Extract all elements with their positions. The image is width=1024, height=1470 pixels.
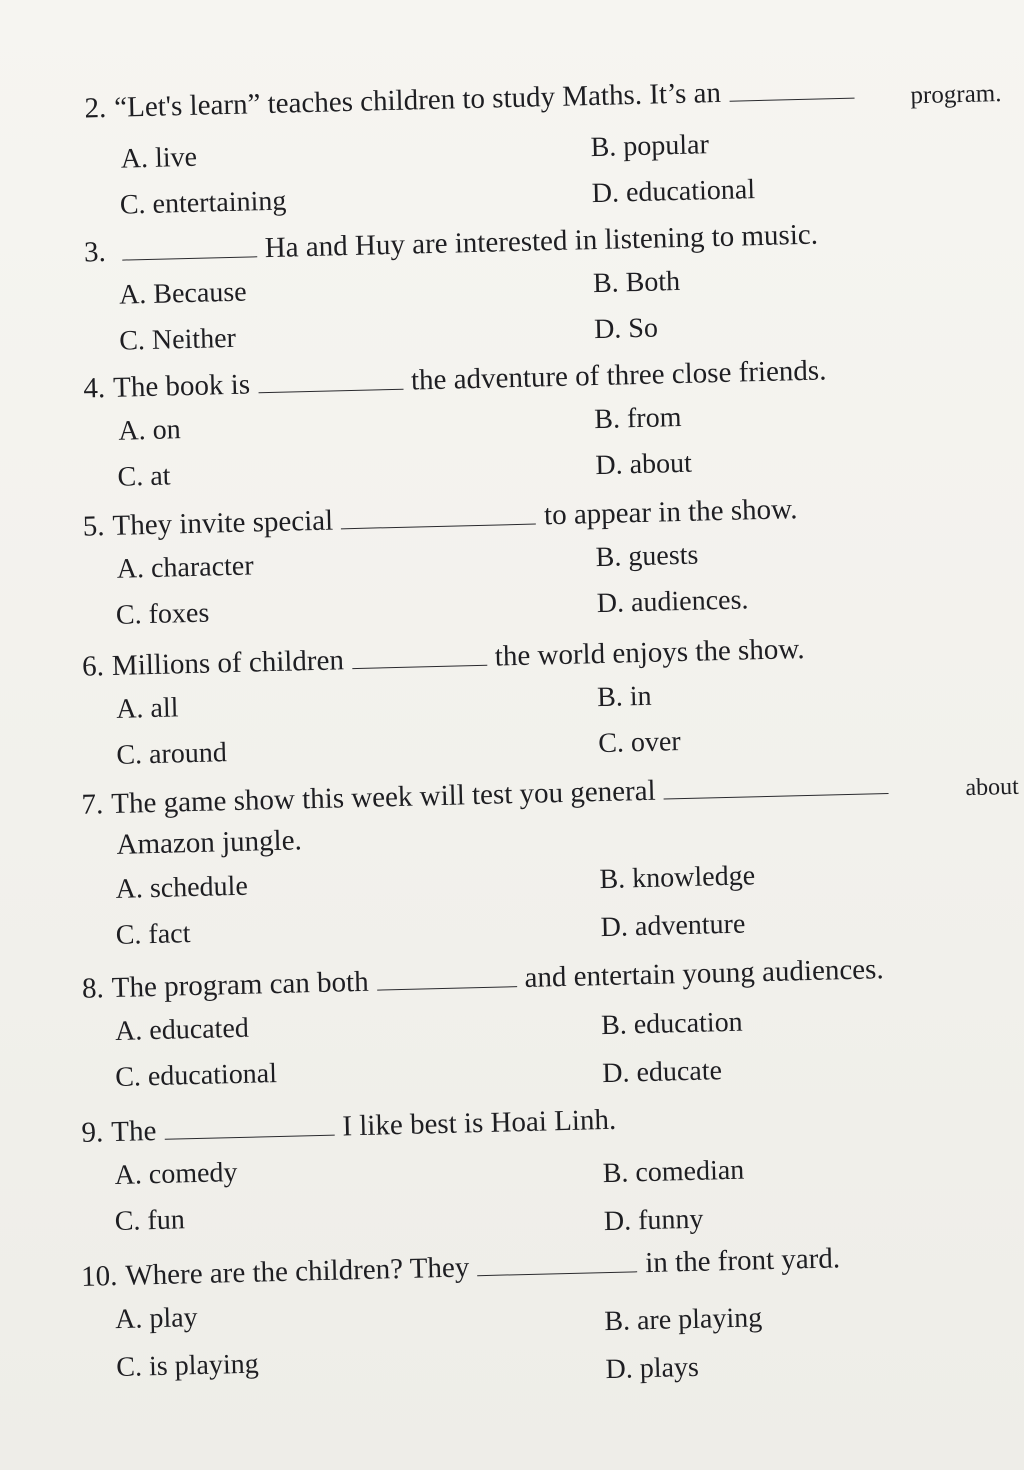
question-3-blank bbox=[121, 230, 257, 260]
question-10-text-before: Where are the children? They bbox=[124, 1251, 470, 1292]
question-2-option-d[interactable]: D. educational bbox=[591, 174, 756, 210]
question-9-option-c[interactable]: C. fun bbox=[114, 1204, 186, 1238]
question-7-option-a[interactable]: A. schedule bbox=[115, 870, 249, 905]
question-2-option-b[interactable]: B. popular bbox=[590, 129, 710, 164]
question-5-option-d[interactable]: D. audiences. bbox=[596, 584, 749, 620]
question-7-option-b[interactable]: B. knowledge bbox=[599, 860, 756, 896]
question-9-text-before: The bbox=[110, 1115, 157, 1149]
question-8-option-c[interactable]: C. educational bbox=[114, 1058, 278, 1093]
question-10-option-b[interactable]: B. are playing bbox=[603, 1302, 763, 1338]
question-4-blank bbox=[258, 363, 404, 394]
question-5-option-c[interactable]: C. foxes bbox=[115, 597, 210, 631]
question-6-blank bbox=[351, 639, 487, 669]
question-5-text-before: They invite special bbox=[112, 504, 334, 542]
question-4-option-b[interactable]: B. from bbox=[593, 401, 682, 436]
question-9-option-b[interactable]: B. comedian bbox=[602, 1154, 745, 1190]
question-4-text-after: the adventure of three close friends. bbox=[410, 354, 827, 397]
question-2-blank bbox=[728, 72, 854, 102]
question-7-stem: 7. The game show this week will test you general bbox=[81, 767, 897, 822]
question-7-blank bbox=[663, 767, 889, 799]
question-8-option-d[interactable]: D. educate bbox=[601, 1055, 723, 1090]
question-2-text-after: program. bbox=[910, 80, 1002, 110]
question-2-option-c[interactable]: C. entertaining bbox=[119, 185, 287, 221]
question-3-text-after: Ha and Huy are interested in listening to music. bbox=[264, 218, 819, 265]
question-3-option-b[interactable]: B. Both bbox=[592, 265, 681, 300]
question-4-stem: 4. The book is the adventure of three close friends. bbox=[83, 354, 827, 405]
question-8-blank bbox=[376, 960, 517, 990]
question-4-option-c[interactable]: C. at bbox=[117, 460, 171, 493]
question-2-stem: 2. “Let's learn” teaches children to study Maths. It’s an bbox=[84, 71, 862, 125]
question-3-option-c[interactable]: C. Neither bbox=[118, 322, 237, 357]
question-10-option-d[interactable]: D. plays bbox=[605, 1351, 700, 1386]
question-3-option-d[interactable]: D. So bbox=[593, 312, 659, 346]
question-9-stem: 9. The I like best is Hoai Linh. bbox=[81, 1103, 617, 1149]
question-7-option-d[interactable]: D. adventure bbox=[600, 908, 746, 944]
question-6-option-a[interactable]: A. all bbox=[115, 692, 179, 725]
question-5-blank bbox=[341, 498, 537, 530]
question-5-option-b[interactable]: B. guests bbox=[595, 539, 699, 574]
question-10-option-c[interactable]: C. is playing bbox=[115, 1348, 260, 1384]
question-9-option-a[interactable]: A. comedy bbox=[114, 1157, 238, 1192]
question-7-option-c[interactable]: C. fact bbox=[115, 918, 191, 951]
question-6-stem: 6. Millions of children the world enjoys the show. bbox=[81, 633, 805, 683]
question-8-option-a[interactable]: A. educated bbox=[114, 1012, 250, 1047]
question-4-text-before: The book is bbox=[112, 368, 251, 404]
question-3-stem: 3. Ha and Huy are interested in listening to music. bbox=[83, 218, 819, 269]
question-4-option-d[interactable]: D. about bbox=[595, 447, 693, 482]
question-5-text-after: to appear in the show. bbox=[543, 493, 798, 532]
question-6-text-before: Millions of children bbox=[111, 644, 345, 682]
question-9-blank bbox=[164, 1109, 335, 1140]
question-10-blank bbox=[477, 1245, 638, 1276]
question-7-text-before: The game show this week will test you general bbox=[110, 774, 656, 821]
question-5-stem: 5. They invite special to appear in the show. bbox=[82, 493, 798, 543]
question-10-option-a[interactable]: A. play bbox=[114, 1302, 198, 1336]
question-5-option-a[interactable]: A. character bbox=[116, 550, 254, 585]
question-3-option-a[interactable]: A. Because bbox=[118, 276, 247, 311]
question-8-text-before: The program can both bbox=[111, 965, 370, 1005]
question-6-option-d[interactable]: C. over bbox=[597, 726, 682, 760]
question-8-text-after: and entertain young audiences. bbox=[524, 953, 885, 994]
question-2-text-before: “Let's learn” teaches children to study Maths. It’s an bbox=[113, 76, 722, 124]
question-8-stem: 8. The program can both and entertain young audiences. bbox=[81, 953, 885, 1005]
question-7-stem-line2: Amazon jungle. bbox=[116, 824, 303, 861]
question-8-option-b[interactable]: B. education bbox=[600, 1006, 743, 1042]
question-10-text-after: in the front yard. bbox=[644, 1242, 841, 1280]
question-2-option-a[interactable]: A. live bbox=[120, 141, 198, 175]
question-6-text-after: the world enjoys the show. bbox=[494, 633, 805, 673]
question-9-option-d[interactable]: D. funny bbox=[603, 1203, 704, 1238]
question-6-option-c[interactable]: C. around bbox=[115, 737, 228, 771]
question-7-text-after: about bbox=[965, 773, 1020, 802]
question-4-option-a[interactable]: A. on bbox=[118, 414, 182, 447]
question-10-stem: 10. Where are the children? They in the front yard. bbox=[80, 1242, 841, 1293]
question-6-option-b[interactable]: B. in bbox=[596, 680, 652, 714]
question-9-text-after: I like best is Hoai Linh. bbox=[341, 1103, 617, 1143]
